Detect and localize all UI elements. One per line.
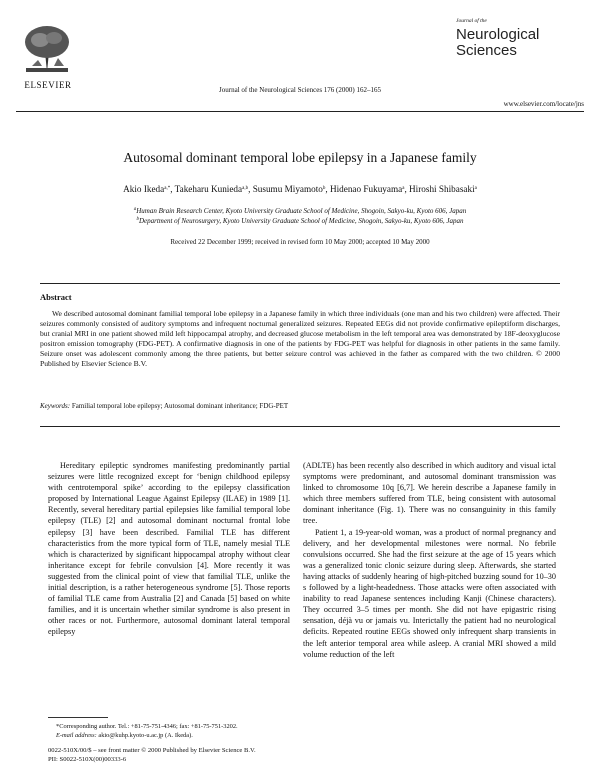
affiliation-a: $^a$Human Brain Research Center, Kyoto University Graduate School of Medicine, Shogoin, Sakyo-ku, Kyoto 606, Japan: [133, 207, 467, 215]
journal-name-line1: Neurological: [456, 26, 540, 43]
journal-small-label: Journal of the: [456, 18, 487, 24]
right-column: [303, 460, 556, 660]
elsevier-logo: [18, 22, 76, 78]
left-column: [48, 460, 290, 638]
right-paragraph-2: Patient 1, a 19-year-old woman, was a product of normal pregnancy and delivery, and her developmental milestones were normal. No febrile convulsions occurred. She had the first seizure at the age of 15 years which was a generalized tonic clonic seizure during sleep. Afterwards, she started having attacks of suddenly hearing of high-pitched buzzing sound for 10–30 s followed by a light-headedness. Those attacks were often associated with inability to read Japanese sentences including Kanji (Chinese characters). They occurred 3–5 times per month. She did not have epigastric rising sensation, déjà vu or jamais vu. Interictally the patient had no neurological deficits. Repeated routine EEGs showed only infrequent sharp transients in the left anterior temporal area while asleep. A cranial MRI showed a mild volume reduction of the left: [303, 527, 556, 659]
article-title: Autosomal dominant temporal lobe epilepsy in a Japanese family: [123, 150, 477, 165]
email-address[interactable]: akio@kuhp.kyoto-u.ac.jp (A. Ikeda).: [98, 732, 193, 739]
abstract-heading: Abstract: [40, 292, 72, 302]
footnote-rule: [48, 717, 108, 718]
author-4: Hidenao Fukuyama$^a$,: [329, 184, 410, 194]
author-list: [40, 184, 560, 194]
elsevier-tree-icon: [18, 22, 76, 78]
email-label: E-mail address:: [56, 732, 97, 739]
pii-line: PII: S0022-510X(00)00333-6: [48, 756, 127, 763]
left-paragraph-1: Hereditary epileptic syndromes manifesting predominantly partial seizures were little recognized except for ‘benign childhood epilepsy with centrotemporal spike’ according to the epilepsy classification proposed by International League Against Epilepsy (ILAE) in 1989 [1]. Recently, several hereditary partial epilepsies like familial temporal lobe epilepsy (TLE) [2] and autosomal dominant nocturnal frontal lobe epilepsy [3] have been described. Familial TLE has different characteristics from the more typical form of TLE, namely mesial TLE which is characterized by significant hippocampal atrophy without clear inheritance except for febrile convulsion [4]. More recently it was suggested from the clinical point of view that familial TLE, unlike the initial description, is a rather heterogeneous syndrome [5]. Those reports of familial TLE came from Australia [2] and Canada [5] based on white families, and it is uncertain whether similar syndrome is also present in other races or not. Furthermore, autosomal dominant lateral temporal epilepsy: [48, 461, 290, 637]
journal-name-line2: Sciences: [456, 42, 517, 59]
abstract-bottom-rule: [40, 426, 560, 427]
author-5: Hiroshi Shibasaki$^a$: [409, 184, 477, 194]
corresponding-author-note: *Corresponding author. Tel.: +81-75-751-4346; fax: +81-75-751-3202.: [56, 723, 238, 730]
author-2: Takeharu Kunieda$^{a,b}$,: [174, 184, 253, 194]
received-dates: Received 22 December 1999; received in revised form 10 May 2000; accepted 10 May 2000: [170, 238, 430, 246]
journal-citation: Journal of the Neurological Sciences 176 (2000) 162–165: [219, 86, 381, 94]
journal-masthead: [448, 14, 584, 84]
keywords: [40, 402, 560, 411]
email-note: [56, 731, 292, 740]
abstract-top-rule: [40, 283, 560, 284]
header-rule: [16, 111, 584, 112]
journal-url[interactable]: www.elsevier.com/locate/jns: [503, 100, 584, 108]
keywords-label: Keywords:: [40, 402, 71, 410]
right-paragraph-1: (ADLTE) has been recently also described in which auditory and visual ictal symptoms were predominant, and autosomal dominant transmission was linked to chromosome 10q [6,7]. We herein describe a Japanese family in which three members suffered from TLE, being consistent with autosomal dominant inheritance (Fig. 1). There was no consanguinity in this family tree.: [303, 461, 556, 526]
affiliation-b: $^b$Department of Neurosurgery, Kyoto University Graduate School of Medicine, Shogoin, Sakyo-ku, Kyoto 606, Japan: [136, 217, 464, 225]
author-3: Susumu Miyamoto$^b$,: [252, 184, 330, 194]
publisher-name: ELSEVIER: [24, 80, 72, 90]
author-1: Akio Ikeda$^{a,*}$,: [123, 184, 175, 194]
keywords-list: Familial temporal lobe epilepsy; Autosomal dominant inheritance; FDG-PET: [71, 402, 289, 410]
issn-line: 0022-510X/00/$ – see front matter © 2000 Published by Elsevier Science B.V.: [48, 747, 256, 754]
abstract-text: We described autosomal dominant familial temporal lobe epilepsy in a Japanese family in which three individuals (one man and his two children) were affected. Their seizures commonly consisted of auditory symptoms and infrequent nocturnal generalized seizures. Repeated EEGs did not provide confirmative epileptiform discharges, but cranial MRI in one patient showed mild left hippocampal atrophy, and decreased glucose metabolism in the left temporal area was demonstrated by 18F-deoxyglucose positron emission tomography (FDG-PET). A confirmative diagnosis in one of the patients by FDG-PET was helpful for diagnosis in other patients in the same family. Seizure onset was adolescent commonly among the three patients, but better seizure control was achieved in the father as compared with the two children. © 2000 Published by Elsevier Science B.V.: [40, 309, 560, 368]
